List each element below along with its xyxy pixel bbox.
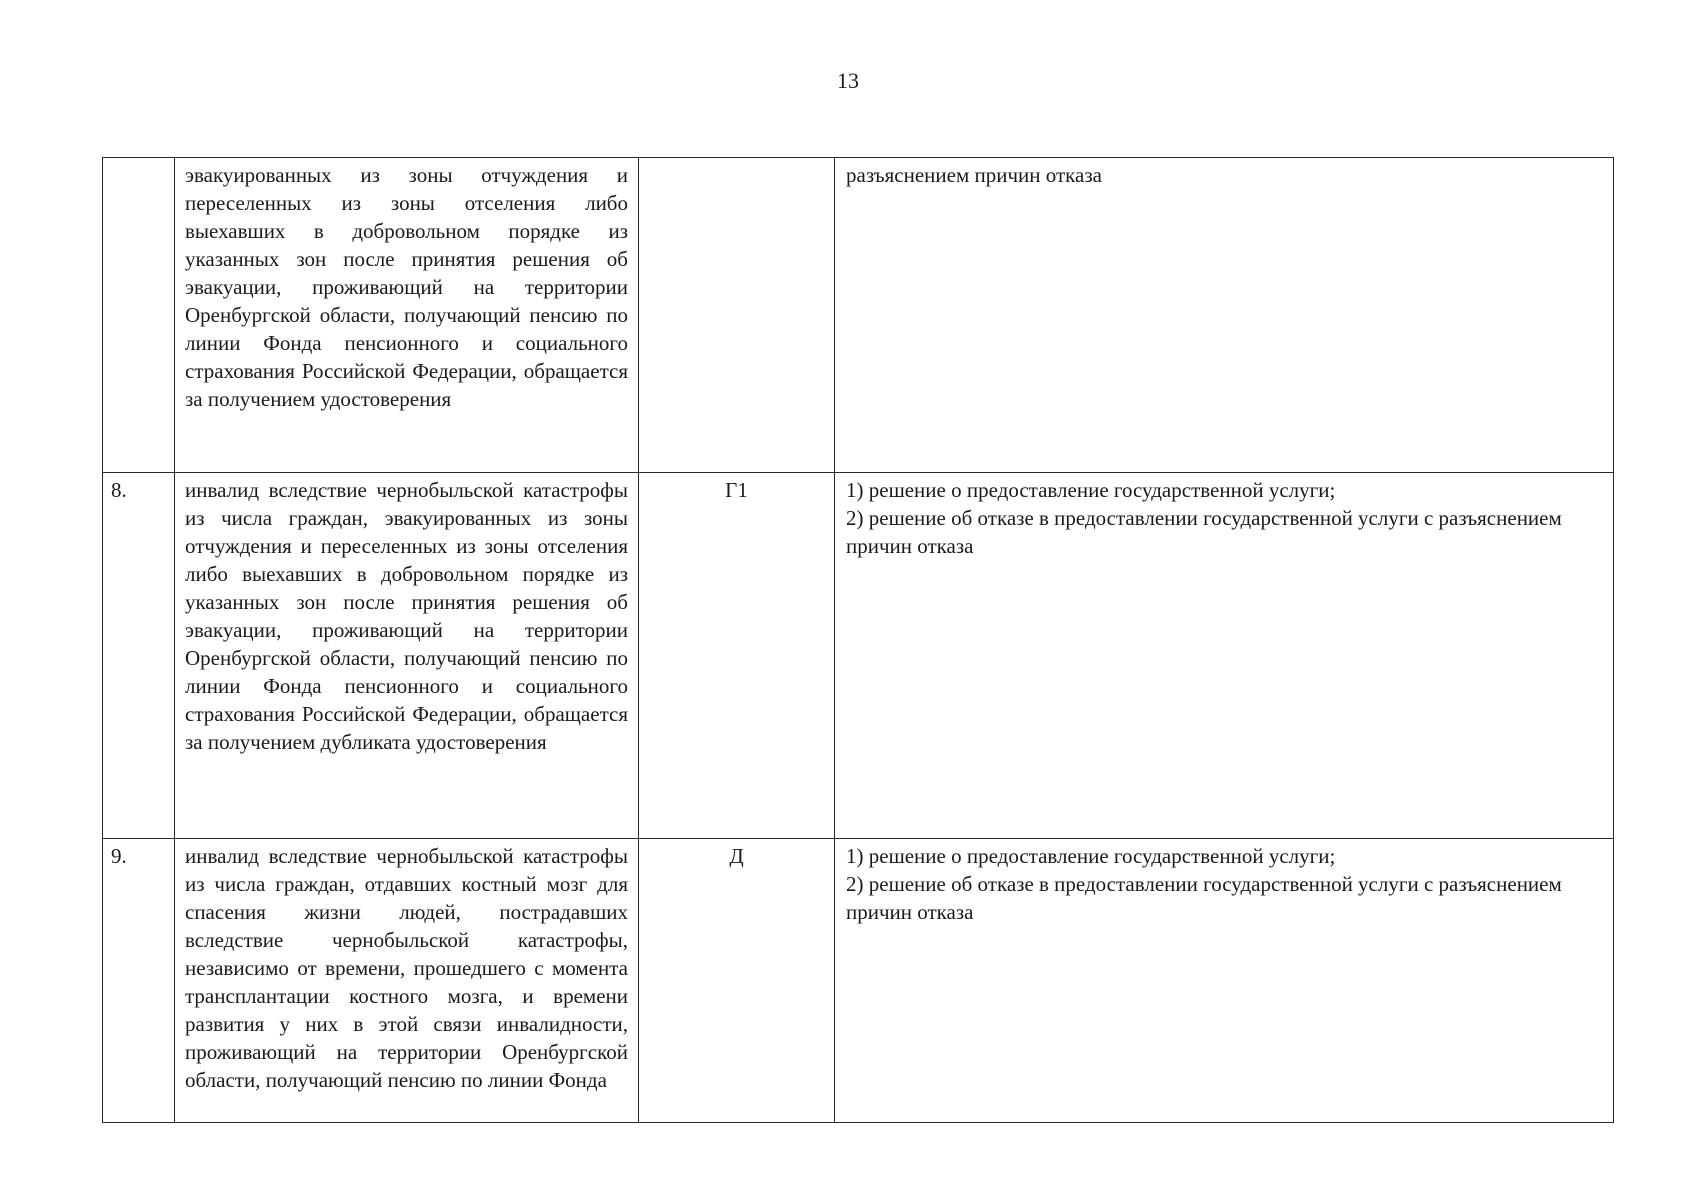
result-item: 2) решение об отказе в предоставлении государственной услуги с разъяснением причин отказа (846, 872, 1562, 924)
result-cell (835, 839, 1614, 1123)
result-item: 1) решение о предоставление государственной услуги; (846, 478, 1336, 502)
table-row (103, 473, 1614, 839)
result-item: 1) решение о предоставление государственной услуги; (846, 844, 1336, 868)
row-number: 8. (103, 473, 175, 839)
row-number (103, 158, 175, 473)
result-item: 2) решение об отказе в предоставлении государственной услуги с разъяснением причин отказа (846, 506, 1562, 558)
result-cell (835, 473, 1614, 839)
table-row (103, 158, 1614, 473)
result-item: разъяснением причин отказа (846, 163, 1102, 187)
applicant-description: эвакуированных из зоны отчуждения и переселенных из зоны отселения либо выехавших в добровольном порядке из указанных зон после принятия решения об эвакуации, проживающий на территории Оренбургской области, получающий пенсию по линии Фонда пенсионного и социального страхования Российской Федерации, обращается за получением удостоверения (175, 158, 639, 473)
variant-code: Г1 (639, 473, 835, 839)
page-number: 13 (837, 68, 859, 93)
row-number: 9. (103, 839, 175, 1123)
variant-code (639, 158, 835, 473)
applicant-description: инвалид вследствие чернобыльской катастрофы из числа граждан, отдавших костный мозг для спасения жизни людей, пострадавших вследствие чернобыльской катастрофы, независимо от времени, прошедшего с момента трансплантации костного мозга, и времени развития у них в этой связи инвалидности, проживающий на территории Оренбургской области, получающий пенсию по линии Фонда (175, 839, 639, 1123)
variant-code: Д (639, 839, 835, 1123)
result-cell (835, 158, 1614, 473)
applicant-description: инвалид вследствие чернобыльской катастрофы из числа граждан, эвакуированных из зоны отчуждения и переселенных из зоны отселения либо выехавших в добровольном порядке из указанных зон после принятия решения об эвакуации, проживающий на территории Оренбургской области, получающий пенсию по линии Фонда пенсионного и социального страхования Российской Федерации, обращается за получением дубликата удостоверения (175, 473, 639, 839)
services-table (102, 157, 1614, 1123)
table-row (103, 839, 1614, 1123)
